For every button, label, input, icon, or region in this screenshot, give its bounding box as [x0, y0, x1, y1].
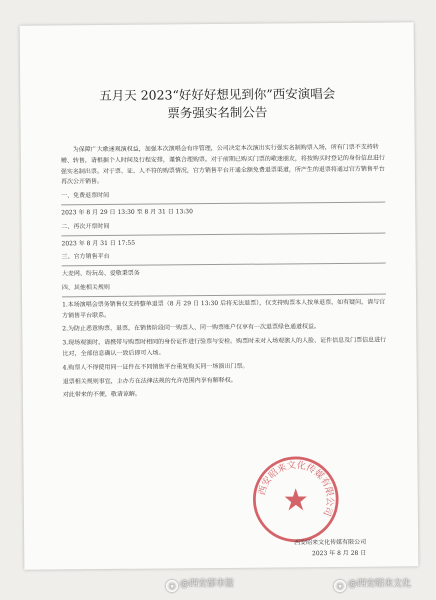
divider [62, 293, 386, 297]
announcement-body [61, 143, 387, 402]
watermark [166, 576, 234, 592]
watermark-text: @西安都市报 [180, 579, 235, 589]
announcement-paper [20, 22, 419, 569]
section-value-platform: 大麦网、纷玩岛、爱敬秉票务 [61, 269, 140, 278]
announcement-footer [294, 537, 366, 560]
title-line-2: 票务强实名制公告 [167, 104, 268, 121]
intro-paragraph: 为保障广大歌迷观演权益，加强本次演唱会有序管理，公司决定本次演出实行强实名制购票入场，所有门票不支持转赠、转售，请根据个人时间及行程安排，谨慎合理购票。对于前期已购买门票的歌迷朋友，将按购买时登记的身份信息进行强实名制出票。对于票、证、人不符的购票情况，官方销售平台开通全额免费退票渠道，所产生的退票将通过官方销售平台再次公开销售。 [60, 143, 385, 186]
rule-item: 2.为防止恶意购票、退票，在销售阶段同一购票人、同一购票账户仅享有一次退票绿色通道权益。 [62, 323, 321, 333]
section-heading-platform: 三、官方销售平台 [61, 253, 110, 261]
weibo-icon: ◉ [166, 580, 178, 592]
weibo-icon: ◉ [334, 580, 346, 592]
section-value-reopen-time: 2023 年 8 月 31 日 17:55 [61, 239, 136, 247]
section-heading-reopen-time: 二、再次开票时间 [61, 222, 110, 231]
closing-line: 退票相关规则事宜，主办方在法律法规的允许范围内享有解释权。 [62, 376, 237, 385]
rule-item: 4.购票人不得使用同一证件在不同销售平台重复购买同一场演出门票。 [62, 362, 249, 372]
closing-line: 对此带来的不便，敬请谅解。 [62, 391, 141, 399]
section-value-refund-time: 2023 年 8 月 29 日 13:30 至 8 月 31 日 13:30 [61, 208, 193, 217]
divider [61, 232, 385, 236]
section-heading-rules: 四、其他相关规则 [61, 283, 110, 292]
divider [62, 263, 386, 267]
title-line-1: 五月天 2023“好好好想见到你”西安演唱会 [99, 85, 336, 104]
divider [61, 202, 385, 206]
issue-date: 2023 年 8 月 28 日 [311, 549, 367, 558]
watermark-text: @西安昭来文化 [348, 579, 412, 589]
rule-item: 1.本场演唱会票务销售仅支持整单退票（8 月 29 日 13:30 后将无法退票），仅支持购票本人按单退票，如有疑问，请与官方销售平台联系。 [62, 298, 386, 319]
svg-text:西安昭来文化传媒有限公司: 西安昭来文化传媒有限公司 [256, 459, 336, 518]
watermark [334, 576, 411, 592]
rule-item: 3.现场观演时，请携带与购票时相同的身份证件进行验票与安检。购票时未对入场观演人的人脸、证件信息及门票信息进行比对，全部信息确认一致后即可入场。 [62, 336, 387, 358]
announcement-title [20, 84, 414, 123]
issuer-name: 西安昭来文化传媒有限公司 [294, 538, 367, 547]
company-seal-icon [249, 453, 342, 546]
section-heading-refund-time: 一、免费退票时间 [61, 192, 110, 200]
